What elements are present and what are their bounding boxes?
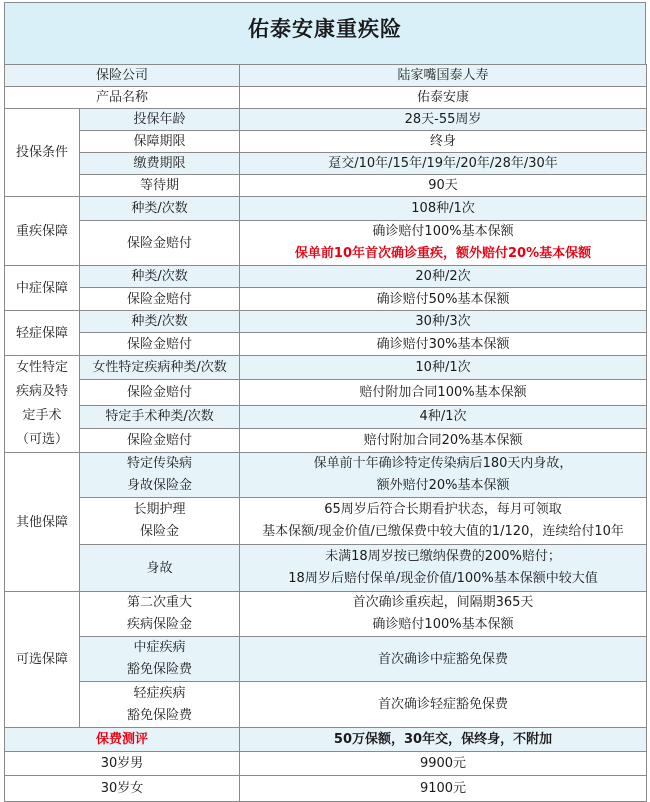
female-disease-payout-label: 保险金赔付 [80, 380, 240, 405]
table-row [5, 333, 647, 356]
mild-payout-label: 保险金赔付 [80, 333, 240, 356]
mild-payout-value: 确诊赔付30%基本保额 [240, 333, 647, 356]
second-label-line: 第二次重大 [127, 595, 193, 610]
mild-waiver-label-cell [80, 682, 240, 728]
female-value: 9100元 [240, 776, 647, 802]
mild-waiver-label-line: 豁免保险费 [127, 707, 193, 723]
care-value-line: 基本保额/现金价值/已缴保费中较大值的1/120，连续给付10年 [262, 524, 624, 539]
table-row [5, 288, 647, 311]
product-comparison-sheet [4, 2, 646, 802]
table-row [5, 405, 647, 428]
female-disease-types-label: 女性特定疾病种类/次数 [80, 356, 240, 380]
death-value-cell [240, 545, 647, 592]
mod-waiver-value: 首次确诊中症豁免保费 [240, 637, 647, 682]
age-label: 投保年龄 [80, 109, 240, 131]
pay-label: 缴费期限 [80, 153, 240, 175]
male-value: 9900元 [240, 752, 647, 776]
female-group-line: 女性特定 [15, 360, 68, 375]
care-label-line: 保险金 [140, 524, 180, 539]
table-row [5, 728, 647, 752]
table-row [5, 498, 647, 545]
conditions-group-label: 投保条件 [5, 109, 80, 197]
female-group-line: 定手术 [22, 408, 62, 423]
second-value-line: 确诊赔付100%基本保额 [372, 617, 514, 632]
critical-types-label: 种类/次数 [80, 197, 240, 221]
infect-value-line: 保单前十年确诊特定传染病后180天内身故， [313, 456, 573, 471]
table-row [5, 453, 647, 498]
second-label-line: 疾病保险金 [127, 617, 193, 632]
table-row [5, 87, 647, 109]
female-surgery-types-label: 特定手术种类/次数 [80, 405, 240, 428]
male-label: 30岁男 [5, 752, 240, 776]
female-label: 30岁女 [5, 776, 240, 802]
female-surgery-payout-value: 赔付附加合同20%基本保额 [240, 428, 647, 452]
death-value-line: 18周岁后赔付保单/现金价值/100%基本保额中较大值 [288, 571, 598, 586]
table-row [5, 752, 647, 776]
pay-value: 趸交/10年/15年/19年/20年/28年/30年 [240, 153, 647, 175]
critical-payout-cell [240, 221, 647, 266]
table-row [5, 153, 647, 175]
age-value: 28天-55周岁 [240, 109, 647, 131]
mild-group-label: 轻症保障 [5, 311, 80, 356]
page-title: 佑泰安康重疾险 [4, 2, 646, 64]
product-value: 佑泰安康 [240, 87, 647, 109]
table-row [5, 109, 647, 131]
other-group-label: 其他保障 [5, 453, 80, 592]
mild-waiver-value: 首次确诊轻症豁免保费 [240, 682, 647, 728]
care-value-line: 65周岁后符合长期看护状态，每月可领取 [324, 502, 562, 517]
female-group-label [5, 356, 80, 453]
care-label-cell [80, 498, 240, 545]
care-value-cell [240, 498, 647, 545]
female-group-line: 疾病及特 [15, 384, 68, 399]
table-row [5, 356, 647, 380]
critical-payout-value: 确诊赔付100%基本保额 [372, 224, 514, 239]
care-label-line: 长期护理 [133, 502, 186, 517]
infect-value-cell [240, 453, 647, 498]
moderate-types-value: 20种/2次 [240, 266, 647, 288]
mod-waiver-label-cell [80, 637, 240, 682]
mod-waiver-label-line: 中症疾病 [133, 640, 186, 655]
optional-group-label: 可选保障 [5, 592, 80, 728]
period-value: 终身 [240, 131, 647, 153]
premium-desc: 50万保额，30年交，保终身，不附加 [240, 728, 647, 752]
critical-group-label: 重疾保障 [5, 197, 80, 266]
second-value-cell [240, 592, 647, 637]
table-row [5, 65, 647, 87]
female-disease-payout-value: 赔付附加合同100%基本保额 [240, 380, 647, 405]
second-label-cell [80, 592, 240, 637]
table-row [5, 776, 647, 802]
table-row [5, 682, 647, 728]
product-table [4, 64, 647, 802]
table-row [5, 592, 647, 637]
infect-value-line: 额外赔付20%基本保额 [376, 478, 510, 493]
company-value: 陆家嘴国泰人寿 [240, 65, 647, 87]
critical-types-value: 108种/1次 [240, 197, 647, 221]
product-label: 产品名称 [5, 87, 240, 109]
female-disease-types-value: 10种/1次 [240, 356, 647, 380]
moderate-payout-value: 确诊赔付50%基本保额 [240, 288, 647, 311]
mild-types-value: 30种/3次 [240, 311, 647, 333]
table-row [5, 380, 647, 405]
table-row [5, 131, 647, 153]
female-surgery-payout-label: 保险金赔付 [80, 428, 240, 452]
company-label: 保险公司 [5, 65, 240, 87]
mild-types-label: 种类/次数 [80, 311, 240, 333]
moderate-group-label: 中症保障 [5, 266, 80, 311]
death-label: 身故 [80, 545, 240, 592]
infect-label-line: 特定传染病 [127, 456, 193, 471]
infect-label-line: 身故保险金 [127, 478, 193, 493]
female-group-line: （可选） [15, 432, 68, 447]
table-row [5, 637, 647, 682]
wait-value: 90天 [240, 175, 647, 197]
moderate-types-label: 种类/次数 [80, 266, 240, 288]
second-value-line: 首次确诊重疾起，间隔期365天 [352, 595, 534, 610]
table-row [5, 428, 647, 452]
mod-waiver-label-line: 豁免保险费 [127, 662, 193, 677]
premium-label: 保费测评 [5, 728, 240, 752]
critical-payout-extra: 保单前10年首次确诊重疾，额外赔付20%基本保额 [294, 246, 592, 261]
female-surgery-types-value: 4种/1次 [240, 405, 647, 428]
table-row [5, 266, 647, 288]
critical-payout-label: 保险金赔付 [80, 221, 240, 266]
moderate-payout-label: 保险金赔付 [80, 288, 240, 311]
mild-waiver-label-line: 轻症疾病 [133, 685, 186, 701]
table-row [5, 311, 647, 333]
table-row [5, 197, 647, 221]
period-label: 保障期限 [80, 131, 240, 153]
wait-label: 等待期 [80, 175, 240, 197]
table-row [5, 545, 647, 592]
table-row [5, 175, 647, 197]
death-value-line: 未满18周岁按已缴纳保费的200%赔付； [325, 549, 561, 564]
table-row [5, 221, 647, 266]
infect-label-cell [80, 453, 240, 498]
